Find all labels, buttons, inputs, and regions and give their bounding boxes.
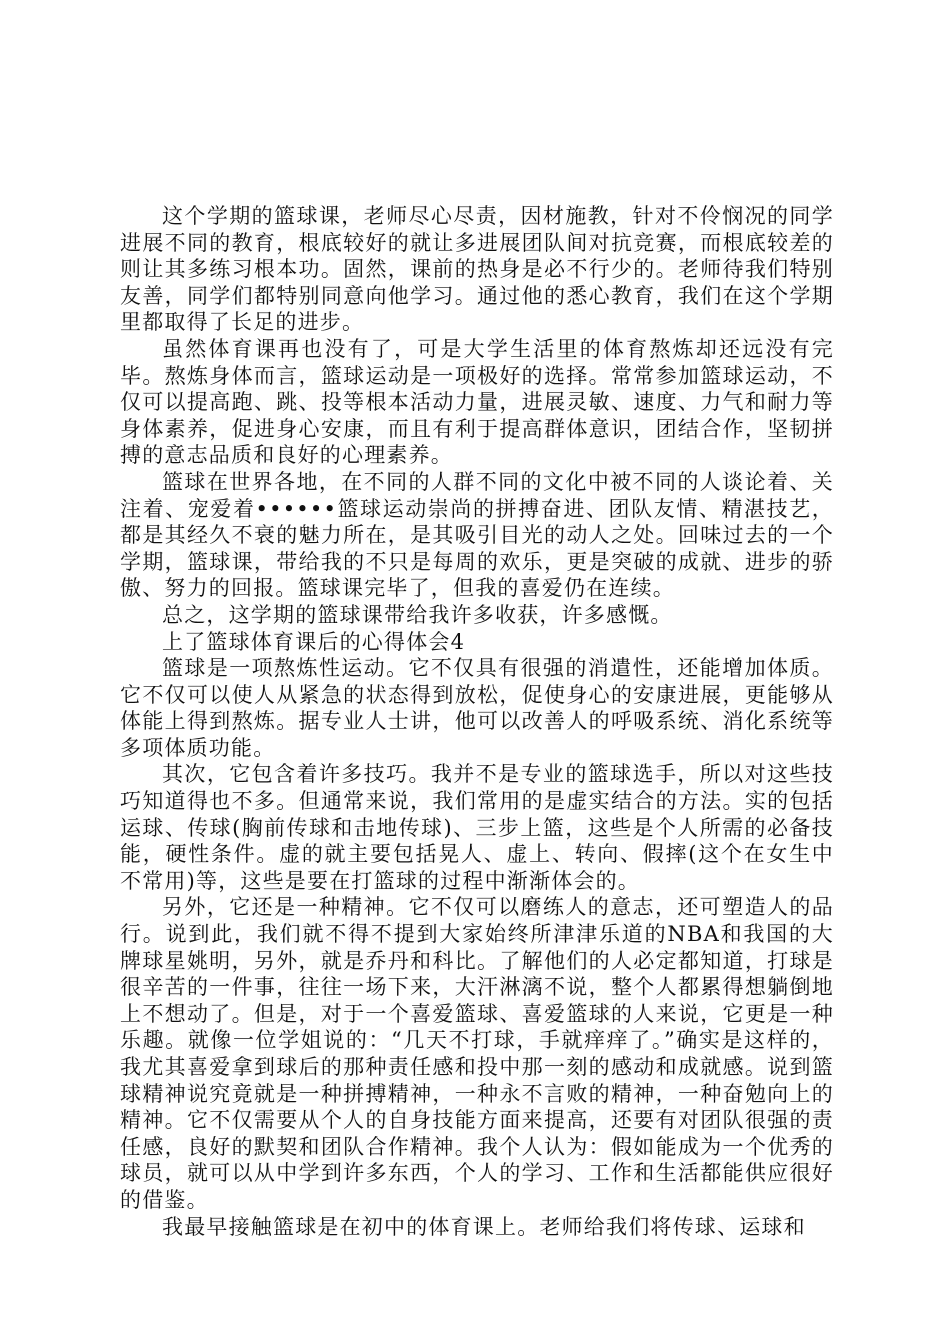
paragraph: 篮球是一项熬炼性运动。它不仅具有很强的消遣性，还能增加体质。它不仅可以使人从紧急的状态得到放松，促使身心的安康进展，更能够从体能上得到熬炼。据专业人士讲，他可以改善人的呼吸系统、消化系统等多项体质功能。 (120, 656, 834, 760)
paragraph: 另外，它还是一种精神。它不仅可以磨练人的意志，还可塑造人的品行。说到此，我们就不得不提到大家始终所津津乐道的NBA和我国的大牌球星姚明，另外，就是乔丹和科比。了解他们的人必定都知道，打球是很辛苦的一件事，往往一场下来，大汗淋漓不说，整个人都累得想躺倒地上不想动了。但是，对于一个喜爱篮球、喜爱篮球的人来说，它更是一种乐趣。就像一位学姐说的：“几天不打球，手就痒痒了。”确实是这样的，我尤其喜爱拿到球后的那种责任感和投中那一刻的感动和成就感。说到篮球精神说究竟就是一种拼搏精神，一种永不言败的精神，一种奋勉向上的精神。它不仅需要从个人的自身技能方面来提高，还要有对团队很强的责任感，良好的默契和团队合作精神。我个人认为：假如能成为一个优秀的球员，就可以从中学到许多东西，个人的学习、工作和生活都能供应很好的借鉴。 (120, 895, 834, 1212)
paragraph: 虽然体育课再也没有了，可是大学生活里的体育熬炼却还远没有完毕。熬炼身体而言，篮球运动是一项极好的选择。常常参加篮球运动，不仅可以提高跑、跳、投等根本活动力量，进展灵敏、速度、力气和耐力等身体素养，促进身心安康，而且有利于提高群体意识，团结合作，坚韧拼搏的意志品质和良好的心理素养。 (120, 336, 834, 468)
paragraph: 篮球在世界各地，在不同的人群不同的文化中被不同的人谈论着、关注着、宠爱着••••••篮球运动崇尚的拼搏奋进、团队友情、精湛技艺，都是其经久不衰的魅力所在，是其吸引目光的动人之处。回味过去的一个学期，篮球课，带给我的不只是每周的欢乐，更是突破的成就、进步的骄傲、努力的回报。篮球课完毕了，但我的喜爱仍在连续。 (120, 469, 834, 601)
paragraph: 我最早接触篮球是在初中的体育课上。老师给我们将传球、运球和 (162, 1214, 806, 1239)
document-body (120, 203, 834, 1240)
paragraph: 其次，它包含着许多技巧。我并不是专业的篮球选手，所以对这些技巧知道得也不多。但通常来说，我们常用的是虚实结合的方法。实的包括运球、传球(胸前传球和击地传球)、三步上篮，这些是个人所需的必备技能，硬性条件。虚的就主要包括晃人、虚上、转向、假摔(这个在女生中不常用)等，这些是要在打篮球的过程中渐渐体会的。 (120, 762, 834, 893)
paragraph: 总之，这学期的篮球课带给我许多收获，许多感慨。 (162, 602, 673, 627)
paragraph: 这个学期的篮球课，老师尽心尽责，因材施教，针对不伶悯况的同学进展不同的教育，根底较好的就让多进展团队间对抗竞赛，而根底较差的则让其多练习根本功。固然，课前的热身是必不行少的。老师待我们特别友善，同学们都特别同意向他学习。通过他的悉心教育，我们在这个学期里都取得了长足的进步。 (120, 204, 834, 335)
section-heading: 上了篮球体育课后的心得体会4 (162, 629, 466, 654)
